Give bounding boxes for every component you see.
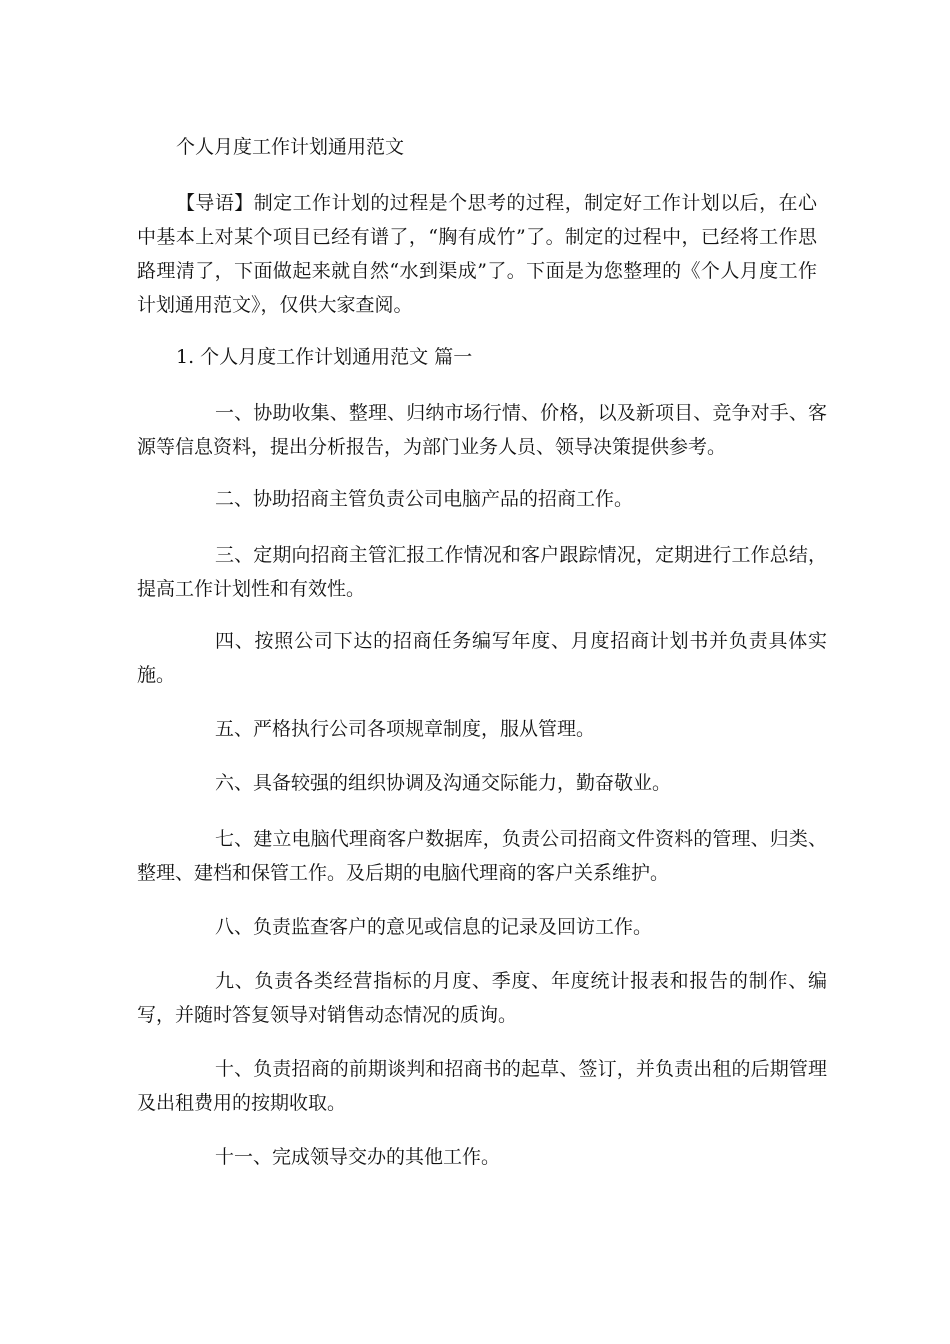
list-item: 九、负责各类经营指标的月度、季度、年度统计报表和报告的制作、编写，并随时答复领导对销售动态情况的质询。: [137, 970, 827, 1026]
list-item: 二、协助招商主管负责公司电脑产品的招商工作。: [215, 488, 634, 510]
section-title: 1. 个人月度工作计划通用范文 篇一: [176, 346, 473, 368]
list-item: 七、建立电脑代理商客户数据库，负责公司招商文件资料的管理、归类、整理、建档和保管工作。及后期的电脑代理商的客户关系维护。: [137, 828, 827, 884]
list-item: 八、负责监查客户的意见或信息的记录及回访工作。: [215, 916, 653, 938]
list-item: 三、定期向招商主管汇报工作情况和客户跟踪情况，定期进行工作总结，提高工作计划性和有效性。: [137, 544, 827, 600]
intro-paragraph: 【导语】制定工作计划的过程是个思考的过程，制定好工作计划以后，在心中基本上对某个项目已经有谱了，“胸有成竹”了。制定的过程中，已经将工作思路理清了，下面做起来就自然“水到渠成”了。下面是为您整理的《个人月度工作计划通用范文》，仅供大家查阅。: [137, 192, 817, 316]
list-item: 一、协助收集、整理、归纳市场行情、价格，以及新项目、竞争对手、客源等信息资料，提出分析报告，为部门业务人员、领导决策提供参考。: [137, 402, 827, 458]
list-item: 十一、完成领导交办的其他工作。: [215, 1146, 501, 1168]
list-item: 五、严格执行公司各项规章制度，服从管理。: [215, 718, 596, 740]
list-item: 十、负责招商的前期谈判和招商书的起草、签订，并负责出租的后期管理及出租费用的按期收取。: [137, 1058, 827, 1114]
list-item: 六、具备较强的组织协调及沟通交际能力，勤奋敬业。: [215, 772, 672, 794]
list-item: 四、按照公司下达的招商任务编写年度、月度招商计划书并负责具体实施。: [137, 630, 827, 686]
document-title: 个人月度工作计划通用范文: [176, 136, 405, 158]
